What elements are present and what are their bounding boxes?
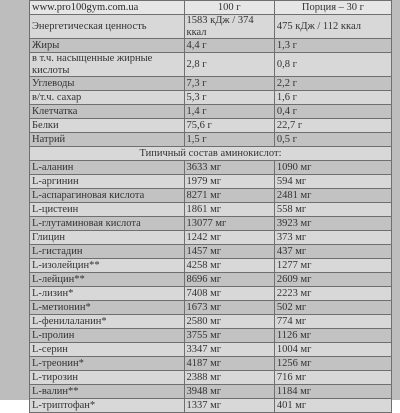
amino-name: L-фенилаланин*	[30, 315, 185, 329]
amino-section-header-row	[30, 147, 392, 161]
nutrient-value-100g: 4,4 г	[184, 39, 274, 53]
table-row	[30, 91, 392, 105]
amino-name: L-глутаминовая кислота	[30, 217, 185, 231]
amino-value-serving: 1004 мг	[274, 343, 391, 357]
nutrient-value-100g: 2,8 г	[184, 53, 274, 77]
nutrient-value-serving: 0,8 г	[274, 53, 391, 77]
nutrient-value-serving: 0,5 г	[274, 133, 391, 147]
amino-value-100g: 3948 мг	[184, 385, 274, 399]
nutrient-value-100g: 75,6 г	[184, 119, 274, 133]
table-row	[30, 105, 392, 119]
table-row	[30, 343, 392, 357]
amino-value-100g: 8696 мг	[184, 273, 274, 287]
amino-value-100g: 3347 мг	[184, 343, 274, 357]
table-row	[30, 357, 392, 371]
amino-name: L-триптофан*	[30, 399, 185, 413]
table-row	[30, 189, 392, 203]
amino-value-100g: 4187 мг	[184, 357, 274, 371]
nutrient-value-100g: 7,3 г	[184, 77, 274, 91]
nutrient-value-serving: 0,4 г	[274, 105, 391, 119]
amino-value-serving: 774 мг	[274, 315, 391, 329]
table-row	[30, 217, 392, 231]
amino-value-serving: 558 мг	[274, 203, 391, 217]
amino-name: L-аргинин	[30, 175, 185, 189]
table-row	[30, 53, 392, 77]
nutrient-value-100g: 5,3 г	[184, 91, 274, 105]
table-row	[30, 77, 392, 91]
table-row	[30, 161, 392, 175]
amino-name: L-аспарагиновая кислота	[30, 189, 185, 203]
nutrient-name: Жиры	[30, 39, 185, 53]
amino-value-100g: 4258 мг	[184, 259, 274, 273]
nutrient-value-100g: 1583 кДж / 374 ккал	[184, 15, 274, 39]
amino-name: L-серин	[30, 343, 185, 357]
table-row	[30, 259, 392, 273]
table-row	[30, 245, 392, 259]
amino-name: L-треонин*	[30, 357, 185, 371]
table-row	[30, 133, 392, 147]
table-row	[30, 329, 392, 343]
table-row	[30, 385, 392, 399]
amino-value-serving: 2223 мг	[274, 287, 391, 301]
table-row	[30, 287, 392, 301]
amino-value-100g: 2388 мг	[184, 371, 274, 385]
column-header-100g: 100 г	[184, 1, 274, 15]
nutrient-value-serving: 1,3 г	[274, 39, 391, 53]
amino-value-100g: 2580 мг	[184, 315, 274, 329]
table-row	[30, 119, 392, 133]
amino-value-100g: 7408 мг	[184, 287, 274, 301]
amino-name: Глицин	[30, 231, 185, 245]
amino-value-serving: 401 мг	[274, 399, 391, 413]
table-header-row	[30, 1, 392, 15]
table-row	[30, 15, 392, 39]
amino-value-100g: 1242 мг	[184, 231, 274, 245]
nutrient-value-serving: 1,6 г	[274, 91, 391, 105]
amino-value-100g: 1861 мг	[184, 203, 274, 217]
table-row	[30, 231, 392, 245]
table-row	[30, 315, 392, 329]
nutrient-name: в/т.ч. сахар	[30, 91, 185, 105]
amino-name: L-аланин	[30, 161, 185, 175]
nutrient-value-serving: 475 кДж / 112 ккал	[274, 15, 391, 39]
column-header-serving: Порция – 30 г	[274, 1, 391, 15]
nutrient-value-serving: 2,2 г	[274, 77, 391, 91]
nutrient-value-serving: 22,7 г	[274, 119, 391, 133]
amino-value-100g: 1979 мг	[184, 175, 274, 189]
amino-value-serving: 1256 мг	[274, 357, 391, 371]
amino-name: L-изолейцин**	[30, 259, 185, 273]
amino-value-100g: 3633 мг	[184, 161, 274, 175]
amino-value-100g: 1337 мг	[184, 399, 274, 413]
amino-value-serving: 502 мг	[274, 301, 391, 315]
table-row	[30, 203, 392, 217]
amino-value-serving: 3923 мг	[274, 217, 391, 231]
nutrient-name: в т.ч. насыщенные жирные кислоты	[30, 53, 185, 77]
amino-name: L-цистеин	[30, 203, 185, 217]
table-row	[30, 399, 392, 413]
amino-value-serving: 2609 мг	[274, 273, 391, 287]
nutrient-value-100g: 1,4 г	[184, 105, 274, 119]
site-watermark: www.pro100gym.com.ua	[30, 1, 185, 15]
table-row	[30, 273, 392, 287]
table-row	[30, 371, 392, 385]
amino-value-100g: 3755 мг	[184, 329, 274, 343]
table-row	[30, 39, 392, 53]
amino-value-serving: 373 мг	[274, 231, 391, 245]
amino-value-serving: 594 мг	[274, 175, 391, 189]
nutrient-name: Углеводы	[30, 77, 185, 91]
amino-value-100g: 1673 мг	[184, 301, 274, 315]
amino-value-100g: 1457 мг	[184, 245, 274, 259]
amino-name: L-лейцин**	[30, 273, 185, 287]
amino-value-serving: 437 мг	[274, 245, 391, 259]
amino-value-100g: 8271 мг	[184, 189, 274, 203]
amino-value-serving: 2481 мг	[274, 189, 391, 203]
amino-name: L-валин**	[30, 385, 185, 399]
nutrient-value-100g: 1,5 г	[184, 133, 274, 147]
amino-value-serving: 1277 мг	[274, 259, 391, 273]
amino-value-100g: 13077 мг	[184, 217, 274, 231]
amino-name: L-метионин*	[30, 301, 185, 315]
table-row	[30, 175, 392, 189]
nutrition-table	[29, 0, 392, 413]
nutrient-name: Белки	[30, 119, 185, 133]
amino-name: L-пролин	[30, 329, 185, 343]
table-row	[30, 301, 392, 315]
amino-name: L-тирозин	[30, 371, 185, 385]
amino-section-title: Типичный состав аминокислот:	[30, 147, 392, 161]
nutrient-name: Клетчатка	[30, 105, 185, 119]
amino-name: L-лизин*	[30, 287, 185, 301]
amino-name: L-гистадин	[30, 245, 185, 259]
amino-value-serving: 1126 мг	[274, 329, 391, 343]
amino-value-serving: 716 мг	[274, 371, 391, 385]
nutrient-name: Энергетическая ценность	[30, 15, 185, 39]
nutrient-name: Натрий	[30, 133, 185, 147]
amino-value-serving: 1184 мг	[274, 385, 391, 399]
amino-value-serving: 1090 мг	[274, 161, 391, 175]
